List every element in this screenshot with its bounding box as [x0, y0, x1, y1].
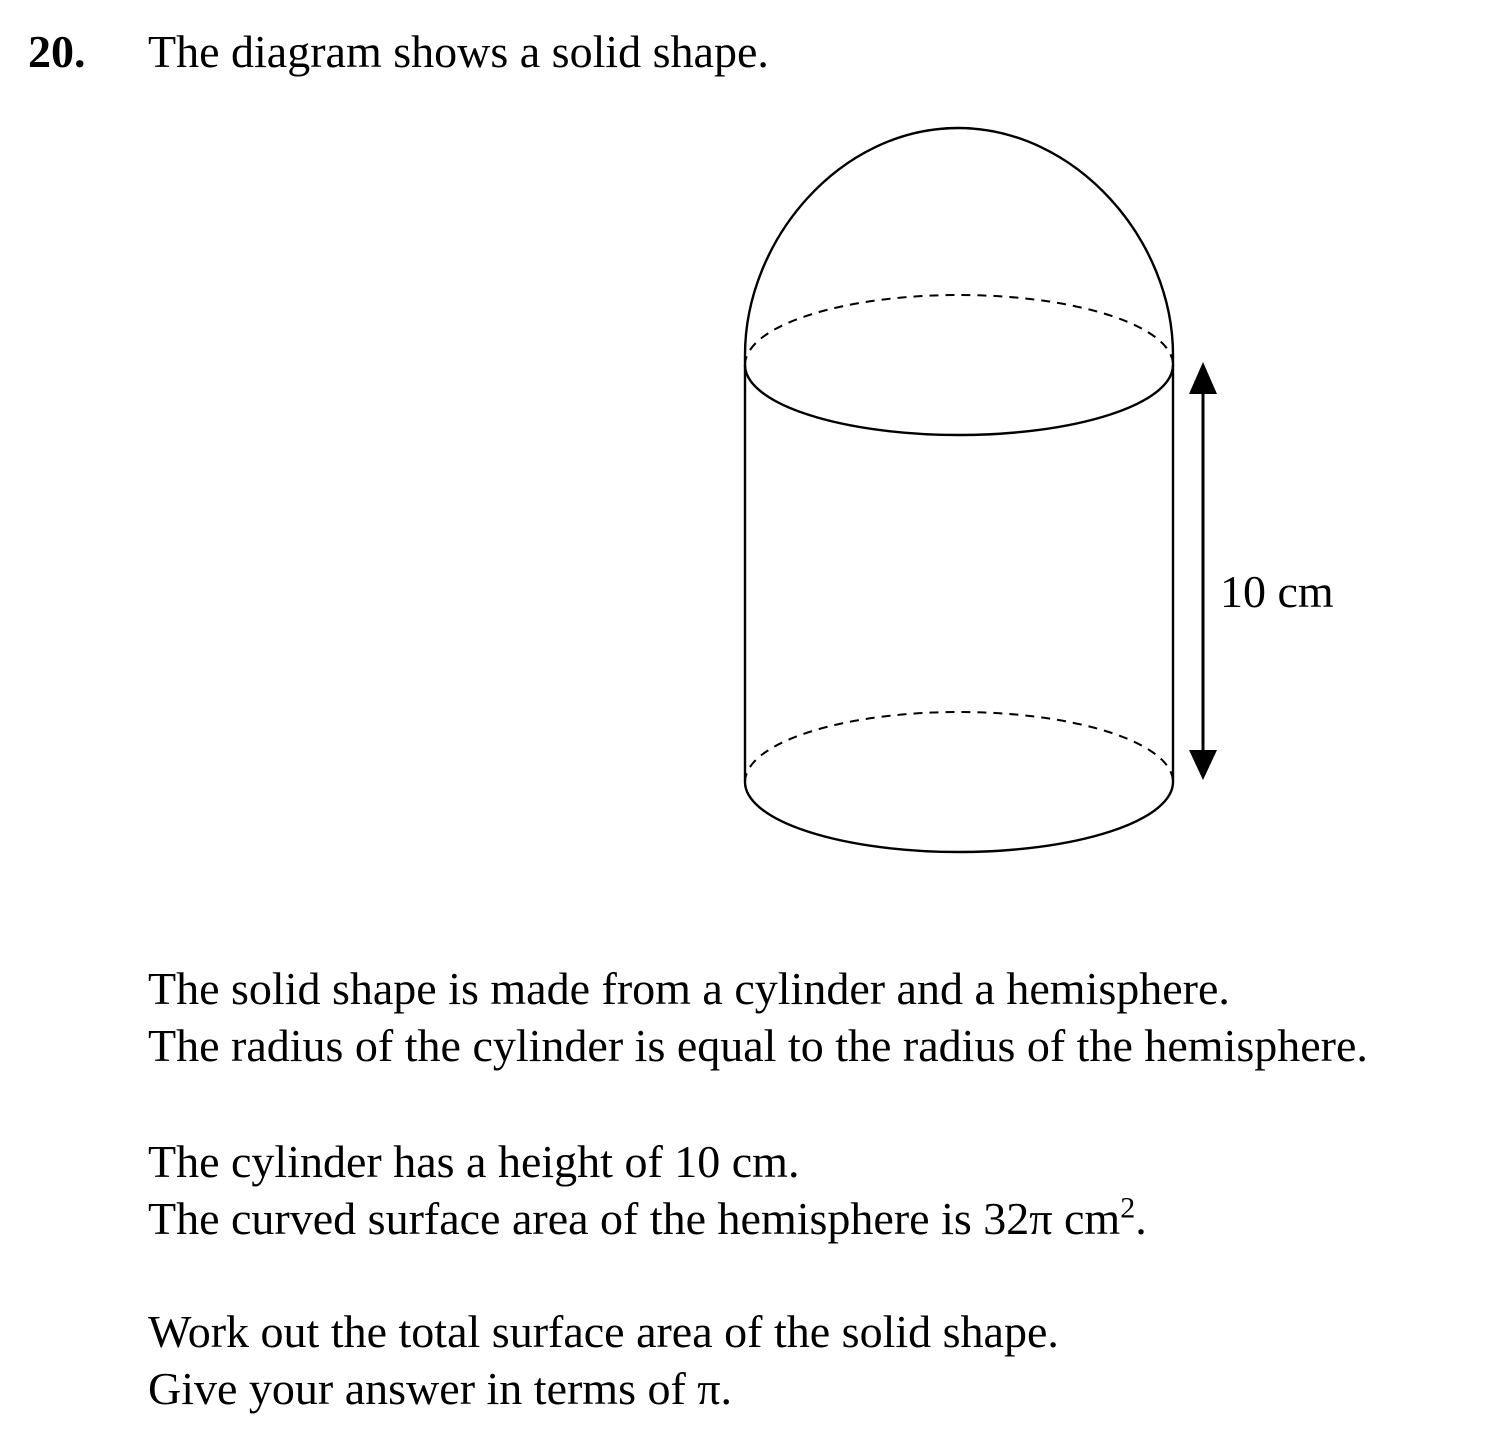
bottom-ellipse-back	[745, 712, 1173, 782]
period: .	[1135, 1193, 1147, 1244]
area-text: The curved surface area of the hemisphere is 32π cm	[148, 1193, 1121, 1244]
paragraph-shape-description	[148, 960, 1368, 1074]
text-line: The cylinder has a height of 10 cm.	[148, 1136, 800, 1187]
top-ellipse-back	[745, 295, 1173, 365]
text-line: Give your answer in terms of π.	[148, 1363, 733, 1414]
text-line: Work out the total surface area of the solid shape.	[148, 1306, 1059, 1357]
hemisphere-outline	[745, 128, 1173, 355]
arrow-up-icon	[1189, 362, 1217, 394]
arrow-down-icon	[1189, 750, 1217, 780]
height-label: 10 cm	[1220, 566, 1334, 617]
top-ellipse-front	[745, 365, 1173, 435]
text-line: The radius of the cylinder is equal to the radius of the hemisphere.	[148, 1020, 1368, 1071]
paragraph-given-values	[148, 1133, 1147, 1247]
text-line: The solid shape is made from a cylinder and a hemisphere.	[148, 963, 1230, 1014]
bottom-ellipse-front	[745, 782, 1173, 852]
paragraph-task	[148, 1303, 1059, 1417]
question-intro: The diagram shows a solid shape.	[148, 26, 769, 77]
question-number: 20.	[28, 26, 86, 77]
text-line-area	[148, 1190, 1147, 1247]
squared-superscript: 2	[1120, 1191, 1136, 1225]
